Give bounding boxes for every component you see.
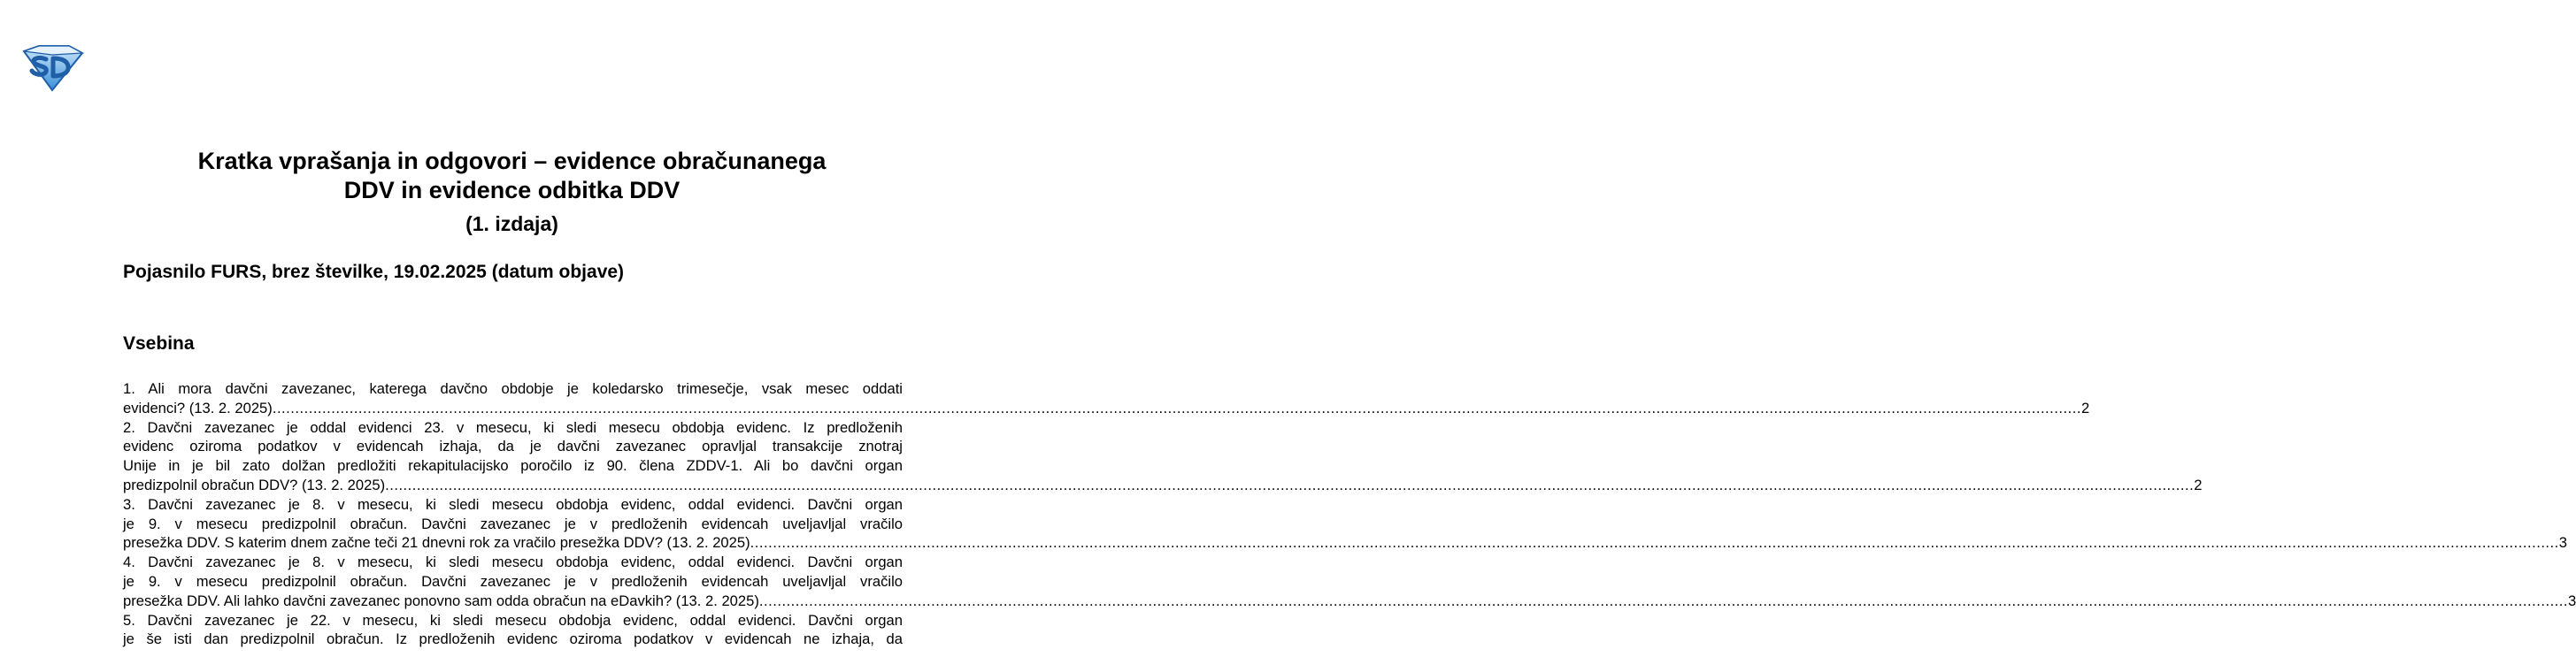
toc-dot-leader: ................................................................................................................................................................................................................................................................................................................................................................................................................ (758, 592, 2569, 609)
toc-entry-last-line (123, 399, 2090, 418)
contents-heading: Vsebina (123, 333, 195, 354)
toc-entry-last-line (123, 592, 2576, 611)
toc-entry-line: 4. Davčni zavezanec je 8. v mesecu, ki sledi mesecu obdobja evidenc, oddal evidenci. Davčni organ (123, 554, 903, 571)
toc-dot-leader: ................................................................................................................................................................................................................................................................................................................................................................................................................ (385, 476, 2195, 493)
toc-entry-last-line (123, 533, 2568, 553)
toc-entry-line: Unije in je bil zato dolžan predložiti rekapitulacijsko poročilo iz 90. člena ZDDV-1. Ali bo davčni organ (123, 457, 903, 475)
document-subtitle: Pojasnilo FURS, brez številke, 19.02.2025 (datum objave) (123, 262, 625, 282)
toc-entry-line: 5. Davčni zavezanec je 22. v mesecu, ki sledi mesecu obdobja evidenc, oddal evidenci. Davčni organ (123, 611, 903, 629)
toc-entry-text: predizpolnil obračun DDV? (13. 2. 2025) (123, 476, 386, 493)
toc-dot-leader: ................................................................................................................................................................................................................................................................................................................................................................................................................ (750, 534, 2559, 552)
toc-entry[interactable] (123, 379, 2090, 418)
logo-icon (19, 44, 85, 92)
toc-page-number: 2 (2080, 399, 2090, 416)
edition-label: (1. izdaja) (465, 212, 558, 235)
toc-entry-text: evidenci? (13. 2. 2025) (123, 399, 273, 416)
toc-entry[interactable] (123, 553, 2576, 610)
toc-entry-line: je 9. v mesecu predizpolnil obračun. Davčni zavezanec je v predloženih evidencah uveljavljal vračilo (123, 572, 903, 590)
toc-entry-line: 3. Davčni zavezanec je 8. v mesecu, ki sledi mesecu obdobja evidenc, oddal evidenci. Davčni organ (123, 495, 903, 513)
toc-entry[interactable] (123, 611, 903, 650)
toc-entry-line: evidenc oziroma podatkov v evidencah izhaja, da je davčni zavezanec opravljal transakcije znotraj (123, 438, 903, 455)
toc-entry-text: presežka DDV. Ali lahko davčni zavezanec ponovno sam odda obračun na eDavkih? (13. 2. 2025) (123, 592, 759, 609)
toc-page-number: 2 (2194, 476, 2203, 493)
toc-entry[interactable] (123, 418, 2203, 495)
toc-entry-last-line (123, 476, 2203, 495)
toc-entry[interactable] (123, 495, 2568, 553)
toc-entry-line: 1. Ali mora davčni zavezanec, katerega davčno obdobje je koledarsko trimesečje, vsak mesec oddati (123, 380, 903, 397)
toc-dot-leader: ................................................................................................................................................................................................................................................................................................................................................................................................................ (272, 399, 2081, 416)
toc-page-number: 3 (2568, 592, 2576, 609)
toc-entry-text: presežka DDV. S katerim dnem začne teči 21 dnevni rok za vračilo presežka DDV? (13. 2. 2025) (123, 534, 750, 552)
title-line-1: Kratka vprašanja in odgovori – evidence obračunanega (197, 148, 827, 174)
toc-page-number: 3 (2558, 534, 2568, 552)
title-line-2: DDV in evidence odbitka DDV (343, 177, 681, 203)
document-title (0, 147, 1024, 205)
table-of-contents (123, 379, 2576, 649)
toc-entry-line: je še isti dan predizpolnil obračun. Iz predloženih evidenc oziroma podatkov v evidencah ne izhaja, da (123, 630, 903, 648)
toc-entry-line: je 9. v mesecu predizpolnil obračun. Davčni zavezanec je v predloženih evidencah uveljavljal vračilo (123, 515, 903, 532)
toc-entry-line: 2. Davčni zavezanec je oddal evidenci 23. v mesecu, ki sledi mesecu obdobja evidenc. Iz predloženih (123, 418, 903, 436)
